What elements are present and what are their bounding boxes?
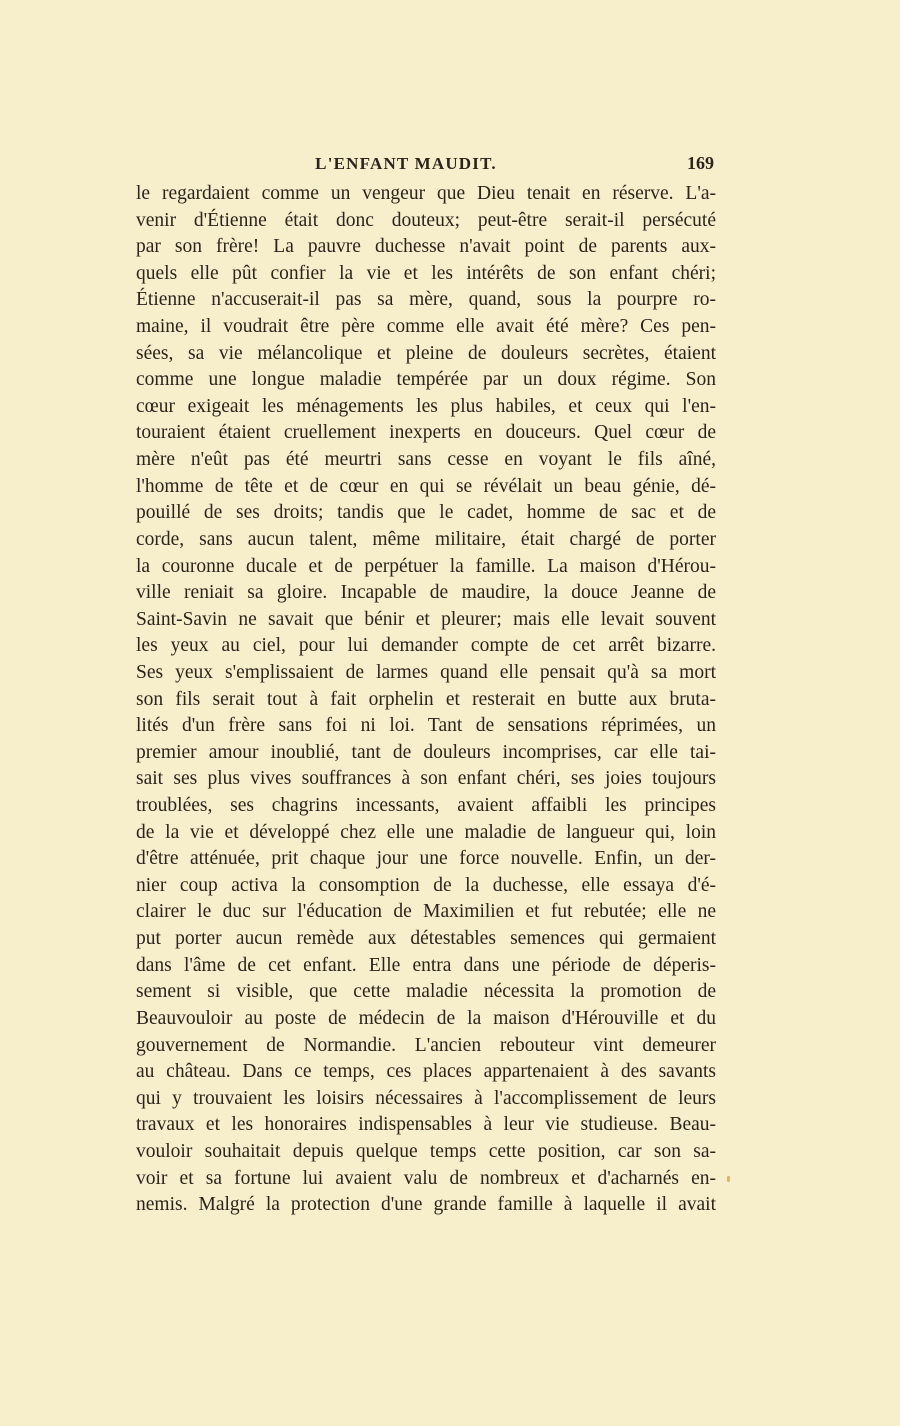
text-line-content: Étienne n'accuserait-il pas sa mère, quand, sous la pourpre ro-: [136, 289, 716, 311]
text-line-content: le regardaient comme un vengeur que Dieu tenait en réserve. L'a-: [136, 183, 716, 204]
text-line: [136, 660, 716, 687]
text-line-content: premier amour inoublié, tant de douleurs incomprises, car elle tai-: [136, 741, 716, 763]
running-title: L'ENFANT MAUDIT.: [315, 154, 497, 173]
text-line-content: d'être atténuée, prit chaque jour une force nouvelle. Enfin, un der-: [136, 848, 716, 870]
text-line-content: cœur exigeait les ménagements les plus habiles, et ceux qui l'en-: [136, 395, 716, 417]
text-line: [136, 1059, 716, 1086]
text-line: [136, 1006, 716, 1033]
text-line: [136, 420, 716, 447]
text-line-content: par son frère! La pauvre duchesse n'avait point de parents aux-: [136, 236, 716, 258]
text-line-content: sées, sa vie mélancolique et pleine de douleurs secrètes, étaient: [136, 342, 716, 364]
text-line: [136, 953, 716, 980]
body-text: [136, 181, 716, 1219]
text-line: [136, 367, 716, 394]
text-line-content: sait ses plus vives souffrances à son enfant chéri, ses joies toujours: [136, 768, 716, 790]
page-header: [136, 150, 716, 176]
text-line-content: touraient étaient cruellement inexperts en douceurs. Quel cœur de: [136, 422, 716, 444]
text-line-content: venir d'Étienne était donc douteux; peut-être serait-il persécuté: [136, 209, 716, 231]
text-line-content: pouillé de ses droits; tandis que le cadet, homme de sac et de: [136, 502, 716, 524]
paper-speck: [727, 1176, 730, 1182]
text-line: [136, 607, 716, 634]
text-line: [136, 1192, 716, 1219]
text-line: [136, 287, 716, 314]
text-line-content: Ses yeux s'emplissaient de larmes quand elle pensait qu'à sa mort: [136, 661, 716, 683]
text-line: [136, 527, 716, 554]
text-line-content: maine, il voudrait être père comme elle avait été mère? Ces pen-: [136, 316, 716, 338]
text-line: [136, 899, 716, 926]
text-line-content: travaux et les honoraires indispensables à leur vie studieuse. Beau-: [136, 1114, 716, 1136]
text-line-content: sement si visible, que cette maladie nécessita la promotion de: [136, 981, 716, 1003]
text-line-content: ville reniait sa gloire. Incapable de maudire, la douce Jeanne de: [136, 582, 716, 604]
text-line-content: dans l'âme de cet enfant. Elle entra dans une période de déperis-: [136, 954, 716, 976]
text-line: [136, 1086, 716, 1113]
text-line-content: vouloir souhaitait depuis quelque temps cette position, car son sa-: [136, 1140, 716, 1162]
text-line: [136, 1033, 716, 1060]
text-line: [136, 633, 716, 660]
text-line: [136, 873, 716, 900]
text-line-content: la couronne ducale et de perpétuer la famille. La maison d'Hérou-: [136, 555, 716, 577]
text-line-content: quels elle pût confier la vie et les intérêts de son enfant chéri;: [136, 262, 716, 284]
text-line: [136, 1139, 716, 1166]
text-line-content: voir et sa fortune lui avaient valu de nombreux et d'acharnés en-: [136, 1167, 716, 1189]
text-line: [136, 500, 716, 527]
text-line: [136, 234, 716, 261]
text-line-content: comme une longue maladie tempérée par un doux régime. Son: [136, 369, 716, 391]
text-line-content: son fils serait tout à fait orphelin et resterait en butte aux bruta-: [136, 688, 716, 710]
text-line-content: nier coup activa la consomption de la duchesse, elle essaya d'é-: [136, 874, 716, 896]
text-line-content: qui y trouvaient les loisirs nécessaires à l'accomplissement de leurs: [136, 1087, 716, 1109]
text-line: [136, 979, 716, 1006]
text-line-content: mère n'eût pas été meurtri sans cesse en voyant le fils aîné,: [136, 449, 716, 471]
text-line-content: de la vie et développé chez elle une maladie de langueur qui, loin: [136, 821, 716, 843]
text-line-content: lités d'un frère sans foi ni loi. Tant de sensations réprimées, un: [136, 715, 716, 737]
text-line: [136, 846, 716, 873]
text-line-content: troublées, ses chagrins incessants, avaient affaibli les principes: [136, 795, 716, 817]
text-line: [136, 580, 716, 607]
text-line: [136, 820, 716, 847]
text-line-content: les yeux au ciel, pour lui demander compte de cet arrêt bizarre.: [136, 635, 716, 657]
text-line: [136, 447, 716, 474]
text-line: [136, 208, 716, 235]
text-line: [136, 341, 716, 368]
text-line: [136, 554, 716, 581]
text-line: [136, 926, 716, 953]
text-line-content: l'homme de tête et de cœur en qui se révélait un beau génie, dé-: [136, 475, 716, 497]
text-line-content: Beauvouloir au poste de médecin de la maison d'Hérouville et du: [136, 1007, 716, 1029]
text-line: [136, 766, 716, 793]
text-line-content: au château. Dans ce temps, ces places appartenaient à des savants: [136, 1061, 716, 1083]
text-line: [136, 261, 716, 288]
text-line: [136, 687, 716, 714]
text-line: [136, 181, 716, 208]
page-number: 169: [687, 153, 714, 173]
text-line-content: put porter aucun remède aux détestables semences qui germaient: [136, 928, 716, 950]
text-line-content: gouvernement de Normandie. L'ancien rebouteur vint demeurer: [136, 1034, 716, 1056]
text-line: [136, 740, 716, 767]
text-line-content: corde, sans aucun talent, même militaire, était chargé de porter: [136, 528, 716, 550]
text-line: [136, 314, 716, 341]
text-line-content: Saint-Savin ne savait que bénir et pleurer; mais elle levait souvent: [136, 608, 716, 630]
text-line: [136, 1166, 716, 1193]
text-line: [136, 474, 716, 501]
text-line: [136, 1112, 716, 1139]
text-line-content: clairer le duc sur l'éducation de Maximilien et fut rebutée; elle ne: [136, 901, 716, 923]
text-line: [136, 394, 716, 421]
text-line-content: nemis. Malgré la protection d'une grande famille à laquelle il avait: [136, 1194, 716, 1216]
text-line: [136, 713, 716, 740]
text-line: [136, 793, 716, 820]
